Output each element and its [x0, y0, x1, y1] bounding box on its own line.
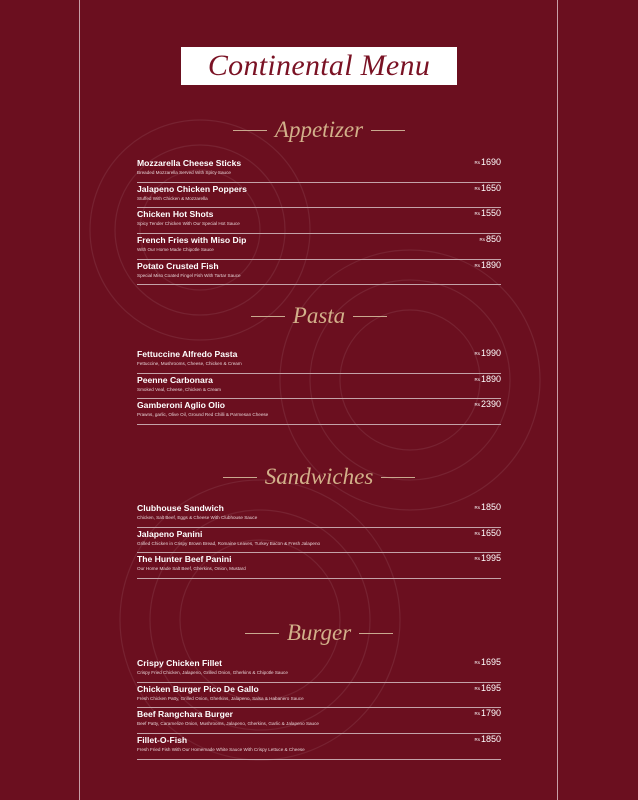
currency-label: Rs [474, 160, 480, 165]
item-name: French Fries with Miso Dip [137, 235, 247, 246]
item-description: Special Miso Coated Fingel Fish With Tartar Sauce [137, 272, 241, 278]
item-name: Gamberoni Aglio Olio [137, 400, 226, 411]
item-description: With Our Home Made Chipotle Sauce [137, 247, 214, 253]
right-border-line [557, 0, 558, 800]
item-name: Chicken Burger Pico De Gallo [137, 683, 259, 694]
currency-label: Rs [474, 556, 480, 562]
menu-item [137, 553, 501, 579]
section-pasta [137, 302, 501, 425]
currency-label: Rs [474, 530, 480, 536]
item-name: The Hunter Beef Panini [137, 554, 232, 565]
item-name: Peenne Carbonara [137, 374, 213, 385]
price-value: 1550 [480, 208, 501, 219]
item-price [474, 348, 501, 358]
currency-label: Rs [479, 237, 485, 243]
currency-label: Rs [474, 262, 480, 268]
item-name: Beef Rangchara Burger [137, 709, 233, 720]
currency-label: Rs [474, 660, 480, 665]
currency-label: Rs [474, 505, 480, 510]
currency-label: Rs [474, 711, 480, 717]
menu-item [137, 708, 501, 734]
section-burger [137, 619, 501, 760]
item-description: Our Home Made Salt Beef, Gherkins, Onion, Mustard [137, 566, 246, 572]
menu-title: Continental Menu [207, 49, 431, 82]
item-price [474, 374, 501, 384]
currency-label: Rs [474, 376, 480, 382]
price-value: 1890 [480, 373, 501, 384]
item-description: Fresh Fried Fish With Our Homemade White Sauce With Crispy Lettuce & Cheese [137, 747, 305, 753]
item-price [474, 657, 501, 667]
price-value: 1690 [480, 157, 501, 167]
price-value: 1850 [480, 502, 501, 512]
section-appetizer [137, 116, 501, 285]
menu-item [137, 157, 501, 183]
menu-item [137, 208, 501, 234]
price-value: 1990 [480, 348, 501, 358]
item-list [137, 348, 501, 425]
item-description: Fettuccine, Mushrooms, Cheese, Chicken & Cream [137, 361, 242, 366]
section-heading [137, 619, 501, 647]
item-price [474, 183, 501, 193]
currency-label: Rs [474, 737, 480, 743]
section-heading [137, 463, 501, 491]
menu-item [137, 183, 501, 209]
heading-dash-right [353, 316, 387, 317]
item-description: Spicy Tender Chicken With Our Special Hot Sauce [137, 221, 240, 227]
currency-label: Rs [474, 685, 480, 691]
item-price [474, 260, 501, 270]
item-price [474, 502, 501, 512]
price-value: 1790 [480, 708, 501, 719]
currency-label: Rs [474, 351, 480, 356]
item-name: Chicken Hot Shots [137, 209, 214, 220]
item-description: Prawns, garlic, Olive Oil, Ground Red Chilli & Parmesan Cheese [137, 412, 269, 418]
item-price [474, 157, 501, 167]
item-description: Stuffed With Chicken & Mozzarella [137, 195, 208, 201]
price-value: 1995 [480, 553, 501, 564]
menu-item [137, 399, 501, 425]
menu-item [137, 502, 501, 528]
menu-item [137, 374, 501, 400]
item-price [474, 208, 501, 218]
item-price [474, 553, 501, 563]
item-name: Potato Crusted Fish [137, 260, 219, 271]
item-description: Beef Patty, Caramelize Onion, Mushrooms, Jalapeno, Gherkins, Garlic & Jalapeno Sauce [137, 721, 319, 727]
menu-item [137, 348, 501, 374]
heading-dash-left [223, 477, 257, 478]
heading-dash-left [245, 633, 279, 634]
item-description: Breaded Mozzarella Served With Spicy Sauce [137, 170, 231, 175]
item-price [474, 708, 501, 718]
item-price [474, 528, 501, 538]
section-sandwiches [137, 463, 501, 579]
menu-item [137, 528, 501, 554]
item-description: Crispy Fried Chicken, Jalapeno, Grilled Onion, Gherkins & Chipotle Sauce [137, 670, 288, 675]
price-value: 1850 [480, 734, 501, 745]
item-list [137, 657, 501, 760]
price-value: 1650 [480, 182, 501, 193]
heading-dash-right [359, 633, 393, 634]
menu-item [137, 734, 501, 760]
item-name: Crispy Chicken Fillet [137, 658, 223, 668]
menu-item [137, 683, 501, 709]
menu-item [137, 234, 501, 260]
item-name: Fillet-O-Fish [137, 735, 188, 746]
item-description: Grilled Chicken in Crispy Brown Bread, Romaine Leaves, Turkey Bacon & Fresh Jalapeno [137, 540, 321, 546]
item-name: Jalapeno Chicken Poppers [137, 183, 247, 194]
heading-dash-left [233, 130, 267, 131]
item-list [137, 157, 501, 285]
item-description: Fresh Chicken Patty, Grilled Onion, Gherkins, Jalapeno, Salsa & Habanero Sauce [137, 695, 304, 701]
menu-item [137, 260, 501, 286]
item-description: Chicken, Salt Beef, Eggs & Cheese With Clubhouse Sauce [137, 515, 258, 520]
heading-dash-right [381, 477, 415, 478]
item-price [474, 683, 501, 693]
menu-item [137, 657, 501, 683]
section-title: Sandwiches [264, 464, 374, 489]
item-price [479, 234, 501, 244]
item-price [474, 734, 501, 744]
section-title: Appetizer [274, 117, 364, 142]
currency-label: Rs [474, 185, 480, 191]
section-heading [137, 302, 501, 330]
item-name: Fettuccine Alfredo Pasta [137, 349, 238, 359]
heading-dash-right [371, 130, 405, 131]
heading-dash-left [251, 316, 285, 317]
item-price [474, 399, 501, 409]
price-value: 1890 [480, 259, 501, 270]
price-value: 1650 [480, 527, 501, 538]
currency-label: Rs [474, 402, 480, 408]
price-value: 1695 [480, 682, 501, 693]
item-name: Clubhouse Sandwich [137, 503, 224, 513]
section-title: Burger [286, 620, 352, 645]
price-value: 850 [485, 234, 501, 245]
item-description: Smoked Veal, Cheese, Chicken & Cream [137, 386, 222, 392]
item-list [137, 502, 501, 579]
price-value: 2390 [480, 399, 501, 410]
item-name: Jalapeno Panini [137, 528, 203, 539]
currency-label: Rs [474, 211, 480, 217]
item-name: Mozzarella Cheese Sticks [137, 158, 242, 168]
section-title: Pasta [292, 303, 346, 328]
left-border-line [79, 0, 80, 800]
section-heading [137, 116, 501, 144]
price-value: 1695 [480, 657, 501, 667]
menu-title-banner [181, 47, 457, 85]
